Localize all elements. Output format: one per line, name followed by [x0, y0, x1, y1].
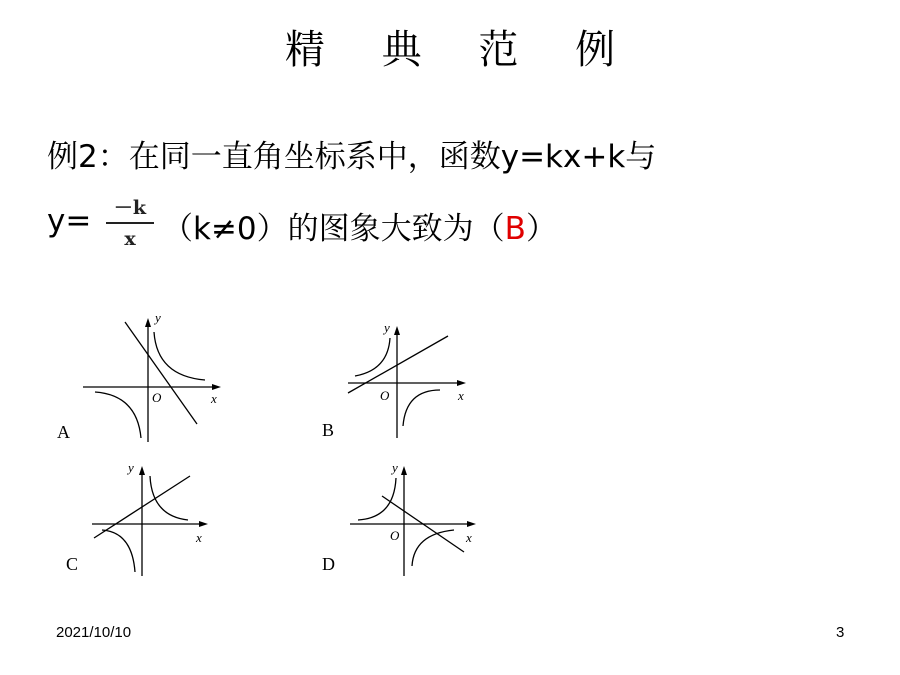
question-line-1: 例2：在同一直角坐标系中，函数y=kx+k与: [47, 139, 657, 175]
graph-b-y-label: y: [384, 320, 390, 335]
answer-choice: B: [504, 211, 526, 247]
slide-title: 精 典 范 例: [284, 27, 638, 73]
graph-option-c: [62, 458, 242, 578]
graph-option-a: [55, 312, 235, 442]
graph-c-option-label: C: [66, 554, 79, 574]
question-tail: [162, 203, 557, 248]
fraction-denominator: x: [124, 228, 136, 250]
graph-b-origin-label: O: [380, 388, 390, 403]
fraction-neg-k-over-x: [104, 197, 156, 250]
graph-c-y-label: y: [128, 460, 134, 475]
fraction-bar: [106, 222, 154, 224]
graph-b-x-label: x: [458, 388, 464, 403]
question-condition: （k≠0）的图象大致为（: [162, 211, 505, 247]
graph-d-x-label: x: [466, 530, 472, 545]
graph-option-d: [320, 458, 500, 578]
graph-option-b: [320, 318, 500, 448]
footer-date: 2021/10/10: [56, 624, 132, 641]
question-close-paren: ）: [525, 211, 557, 247]
graph-b-option-label: B: [322, 420, 335, 440]
graph-c-x-label: x: [196, 530, 202, 545]
graph-a-x-label: x: [211, 391, 217, 406]
graph-a-origin-label: O: [152, 390, 162, 405]
fraction-numerator: －k: [113, 197, 147, 219]
footer-page-number: 3: [836, 624, 845, 641]
graph-d-origin-label: O: [390, 528, 400, 543]
graph-d-y-label: y: [392, 460, 398, 475]
graph-a-y-label: y: [155, 310, 161, 325]
graph-a-option-label: A: [57, 422, 70, 442]
graph-d-option-label: D: [322, 554, 335, 574]
function-prefix: y=: [47, 203, 92, 239]
